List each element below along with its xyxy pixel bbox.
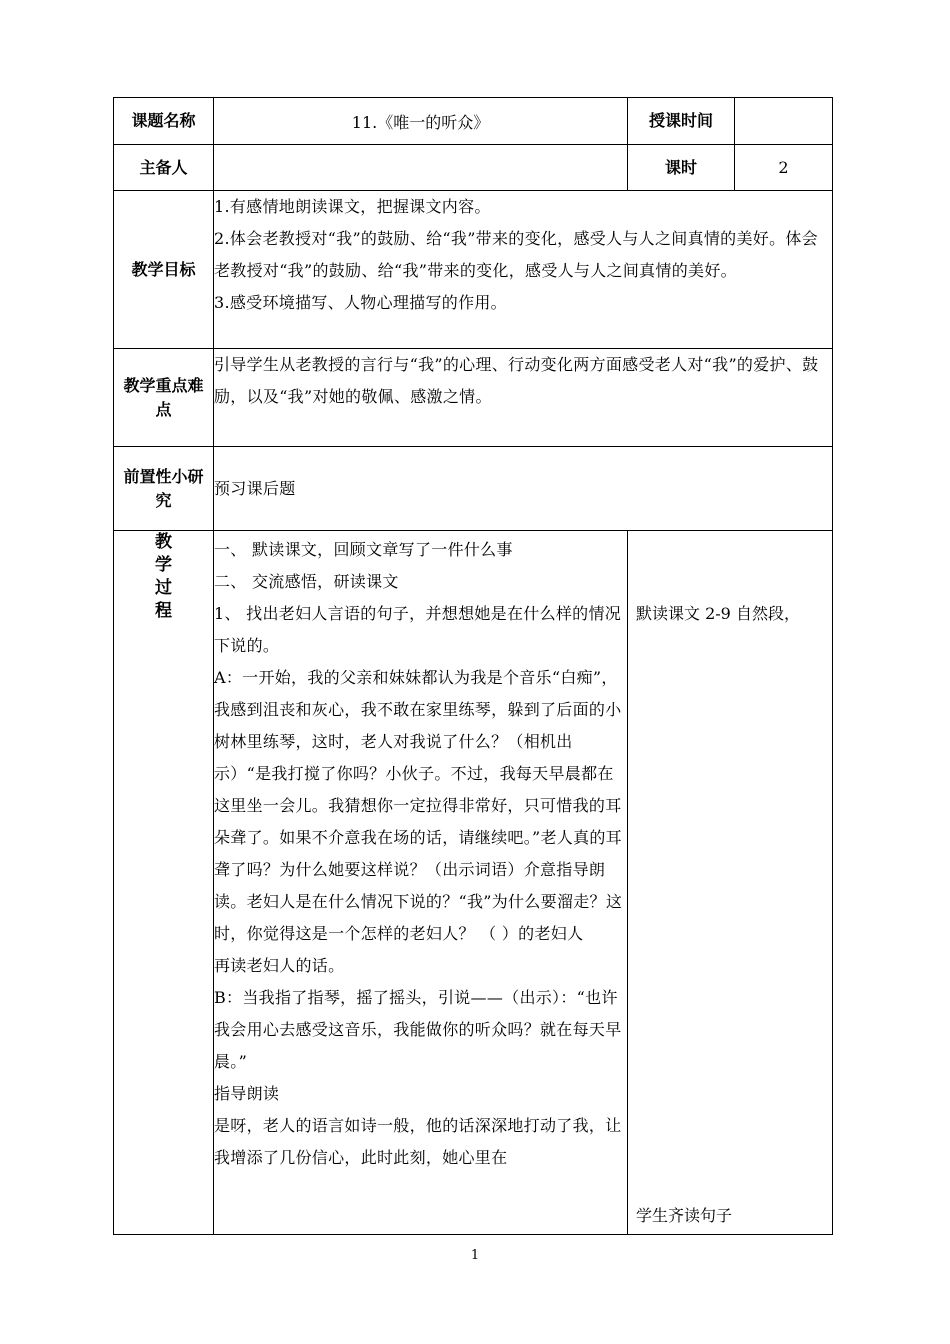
goals-row [114,191,833,349]
process-line: 二、 交流感悟，研读课文 [214,572,399,591]
preparer-value [214,145,628,191]
process-line: A：一开始，我的父亲和妹妹都认为我是个音乐“白痴”，我感到沮丧和灰心，我不敢在家里练琴，躲到了后面的小树林里练琴，这时，老人对我说了什么？（相机出示）“是我打搅了你吗？小伙子。不过，我每天早晨都在这里坐一会儿。我猜想你一定拉得非常好，只可惜我的耳朵聋了。如果不介意我在场的话，请继续吧。”老人真的耳聋了吗？为什么她要这样说？（出示词语）介意指导朗读。老妇人是在什么情况下说的？“我”为什么要溜走？这时，你觉得这是一个怎样的老妇人？ （ ）的老妇人 [214,668,623,943]
process-line: 是呀，老人的语言如诗一般，他的话深深地打动了我，让我增添了几份信心，此时此刻，她心里在 [214,1116,622,1167]
process-line: 再读老妇人的话。 [214,956,345,975]
pre-study-content [214,447,833,531]
goals-label: 教学目标 [114,191,214,349]
pre-study-text: 预习课后题 [214,478,296,498]
key-points-label-text: 教学重点难点 [123,375,204,419]
process-label-char: 过 [155,578,172,598]
side-note: 学生齐读句子 [636,1206,733,1225]
process-line: 一、 默读课文，回顾文章写了一件什么事 [214,540,513,559]
pre-study-label [114,447,214,531]
key-points-content [214,349,833,447]
process-label-char: 程 [155,601,172,621]
pre-study-label-text: 前置性小研究 [123,466,204,510]
title-row [114,98,833,145]
process-label-char: 学 [155,555,172,575]
process-line: B：当我指了指琴，摇了摇头，引说——（出示）：“也许我会用心去感受这音乐，我能做你的听众吗？就在每天早晨。” [214,988,622,1071]
page-number: 1 [470,1248,480,1263]
pre-study-row [114,447,833,531]
key-points-label [114,349,214,447]
time-label: 授课时间 [628,98,735,145]
process-row [114,531,833,1235]
hours-value: 2 [735,145,833,191]
lesson-title: 11.《唯一的听众》 [214,98,628,145]
lesson-plan-table [113,97,833,1235]
process-label [114,531,214,1235]
goal-item: 1.有感情地朗读课文，把握课文内容。 [214,197,491,216]
goals-content [214,191,833,349]
hours-label: 课时 [628,145,735,191]
preparer-row [114,145,833,191]
process-line: 1、 找出老妇人言语的句子，并想想她是在什么样的情况下说的。 [214,604,622,655]
preparer-label: 主备人 [114,145,214,191]
process-side-notes [628,531,833,1235]
goal-item: 2.体会老教授对“我”的鼓励、给“我”带来的变化，感受人与人之间真情的美好。体会老教授对“我”的鼓励、给“我”带来的变化，感受人与人之间真情的美好。 [214,229,818,280]
process-content [214,531,628,1235]
title-label: 课题名称 [114,98,214,145]
goal-item: 3.感受环境描写、人物心理描写的作用。 [214,293,507,312]
process-line: 指导朗读 [214,1084,280,1103]
time-value [735,98,833,145]
key-points-text: 引导学生从老教授的言行与“我”的心理、行动变化两方面感受老人对“我”的爱护、鼓励，以及“我”对她的敬佩、感激之情。 [214,355,819,406]
process-label-char: 教 [155,532,172,552]
side-note: 默读课文 2-9 自然段， [636,604,800,623]
key-points-row [114,349,833,447]
